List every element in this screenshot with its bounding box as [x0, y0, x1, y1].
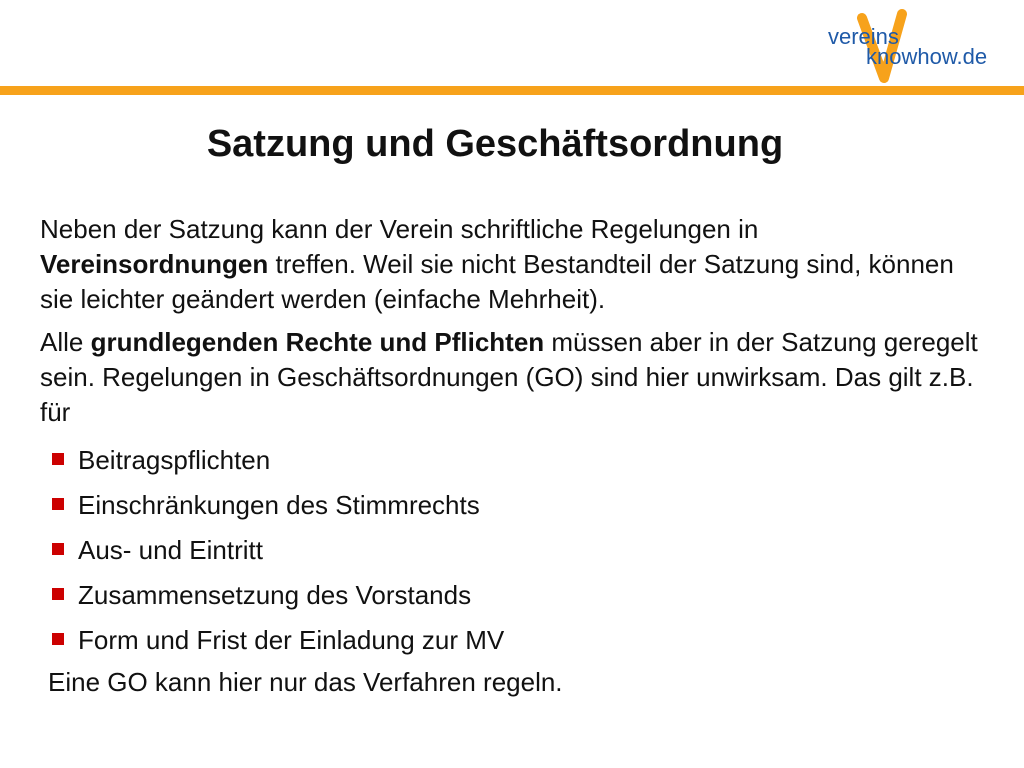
list-item [40, 573, 980, 618]
paragraph-1-bold: Vereinsordnungen [40, 249, 269, 279]
paragraph-1 [40, 212, 980, 317]
vereinsknowhow-logo [822, 8, 992, 86]
paragraph-1-text-b: treffen. Weil sie nicht Bestandteil der Satzung sind, können sie leichter geändert werden (einfache Mehrheit). [40, 249, 954, 314]
paragraph-2-text-a: Alle [40, 327, 91, 357]
square-bullet-icon [52, 633, 64, 645]
bullet-list [40, 438, 980, 663]
slide-title: Satzung und Geschäftsordnung [206, 123, 784, 165]
bullet-text: Form und Frist der Einladung zur MV [78, 625, 505, 655]
paragraph-2 [40, 325, 980, 430]
logo-line2: knowhow.de [866, 44, 988, 69]
bullet-text: Zusammensetzung des Vorstands [78, 580, 472, 610]
slide-content [40, 212, 980, 700]
list-item [40, 438, 980, 483]
bullet-text: Einschränkungen des Stimmrechts [78, 490, 480, 520]
square-bullet-icon [52, 498, 64, 510]
closing-statement: Eine GO kann hier nur das Verfahren regeln. [48, 667, 563, 697]
paragraph-1-text-a: Neben der Satzung kann der Verein schriftliche Regelungen in [40, 214, 759, 244]
list-item [40, 528, 980, 573]
square-bullet-icon [52, 453, 64, 465]
paragraph-2-bold: grundlegenden Rechte und Pflichten [90, 327, 545, 357]
list-item [40, 483, 980, 528]
logo-line1: vereins [828, 24, 899, 49]
square-bullet-icon [52, 543, 64, 555]
bullet-text: Beitragspflichten [78, 445, 271, 475]
bullet-text: Aus- und Eintritt [78, 535, 263, 565]
list-item [40, 618, 980, 663]
logo-graphic [822, 8, 992, 86]
square-bullet-icon [52, 588, 64, 600]
accent-bar [0, 86, 1024, 95]
paragraph-2-text-b: müssen aber in der Satzung geregelt sein. Regelungen in Geschäftsordnungen (GO) sind hier unwirksam. Das gilt z.B. für [40, 327, 978, 427]
